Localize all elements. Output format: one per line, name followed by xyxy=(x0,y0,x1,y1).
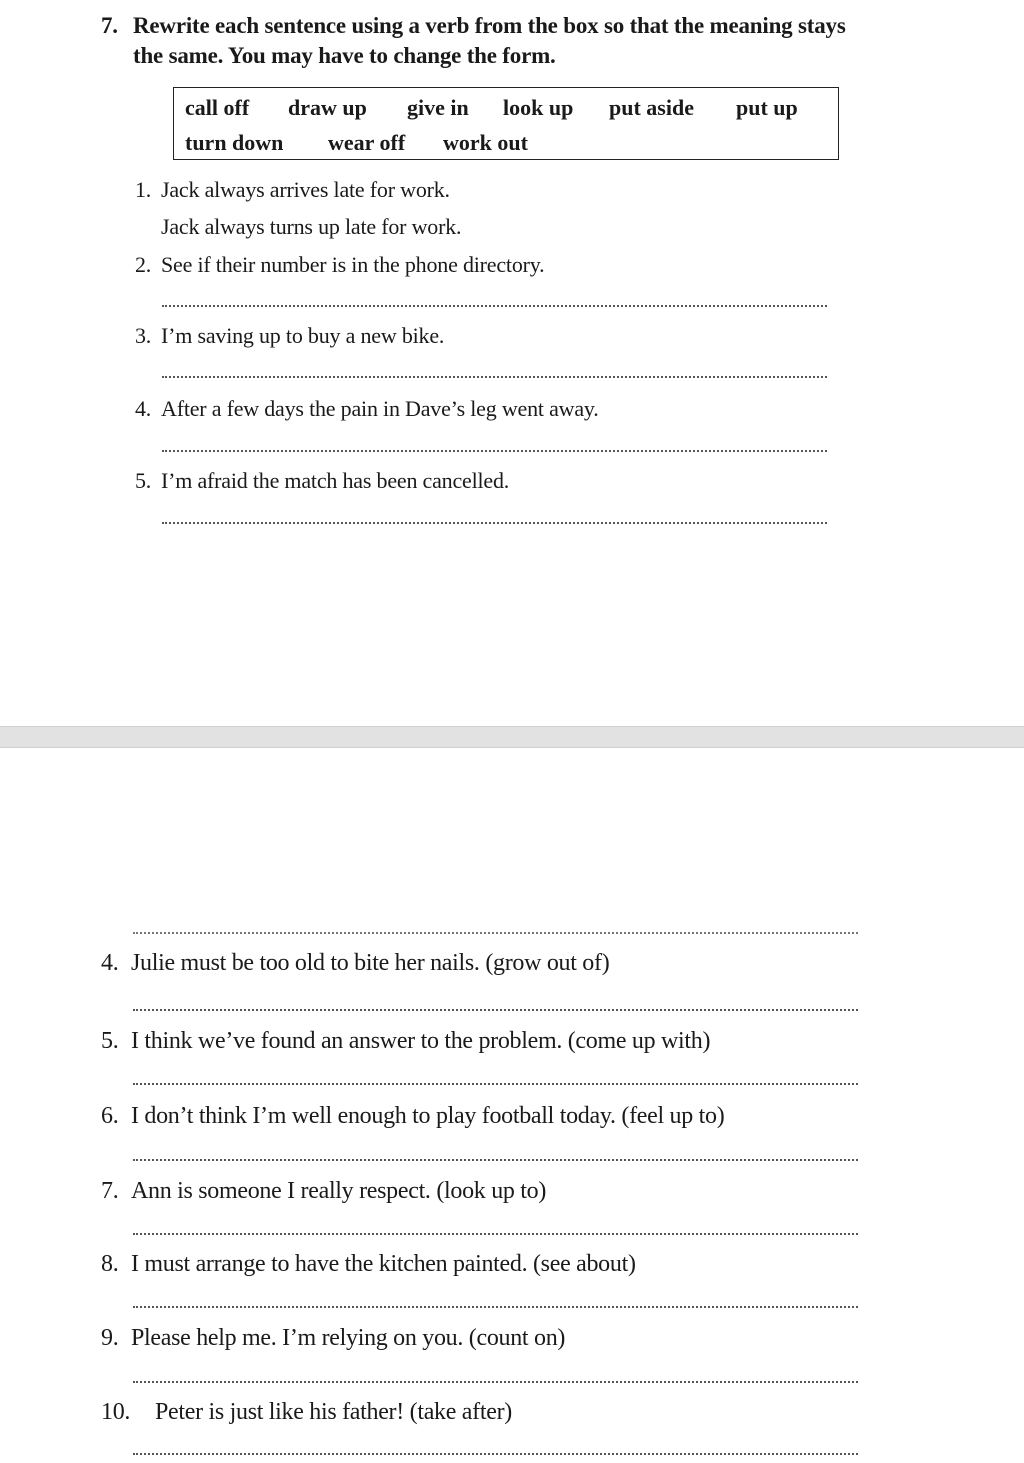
worksheet-page-top xyxy=(0,0,1024,726)
question-number: 8. xyxy=(101,1251,119,1277)
question-text: Please help me. I’m relying on you. (count on) xyxy=(131,1325,566,1351)
question-number: 3. xyxy=(135,323,152,348)
question-number: 4. xyxy=(101,950,119,976)
question-text: I’m saving up to buy a new bike. xyxy=(161,323,445,348)
question-text: Jack always arrives late for work. xyxy=(161,177,450,202)
question-number: 6. xyxy=(101,1103,119,1129)
worksheet-page-bottom xyxy=(0,748,1024,1463)
verb-item: look up xyxy=(503,95,574,120)
question-text: Peter is just like his father! (take after) xyxy=(155,1399,512,1425)
answer-line[interactable] xyxy=(162,305,827,307)
verb-box xyxy=(173,87,839,160)
verb-item: put aside xyxy=(609,95,694,120)
answer-line[interactable] xyxy=(133,1009,858,1011)
exercise-number: 7. xyxy=(101,13,118,38)
example-answer: Jack always turns up late for work. xyxy=(161,214,462,239)
answer-line[interactable] xyxy=(162,450,827,452)
answer-line[interactable] xyxy=(133,1083,858,1085)
instruction-line-2: the same. You may have to change the form. xyxy=(133,43,556,68)
question-number: 9. xyxy=(101,1325,119,1351)
answer-line[interactable] xyxy=(133,1159,858,1161)
answer-line[interactable] xyxy=(133,1381,858,1383)
question-text: Julie must be too old to bite her nails. (grow out of) xyxy=(131,950,610,976)
question-number: 5. xyxy=(135,468,152,493)
verb-item: put up xyxy=(736,95,798,120)
answer-line[interactable] xyxy=(133,1306,858,1308)
question-text: I don’t think I’m well enough to play football today. (feel up to) xyxy=(131,1103,725,1129)
verb-item: call off xyxy=(185,95,250,120)
question-text: I must arrange to have the kitchen painted. (see about) xyxy=(131,1251,636,1277)
verb-item: work out xyxy=(443,130,528,155)
answer-line[interactable] xyxy=(133,1233,858,1235)
verb-item: wear off xyxy=(328,130,406,155)
question-text: After a few days the pain in Dave’s leg went away. xyxy=(161,396,599,421)
page-separator xyxy=(0,726,1024,748)
answer-line[interactable] xyxy=(133,1453,858,1455)
question-text: Ann is someone I really respect. (look up to) xyxy=(131,1178,547,1204)
question-number: 1. xyxy=(135,177,152,202)
instruction-line-1: Rewrite each sentence using a verb from the box so that the meaning stays xyxy=(133,13,846,38)
question-number: 5. xyxy=(101,1028,119,1054)
question-number: 2. xyxy=(135,252,152,277)
answer-line[interactable] xyxy=(133,932,858,934)
verb-item: turn down xyxy=(185,130,284,155)
answer-line[interactable] xyxy=(162,522,827,524)
answer-line[interactable] xyxy=(162,376,827,378)
question-number: 4. xyxy=(135,396,152,421)
question-text: I’m afraid the match has been cancelled. xyxy=(161,468,510,493)
question-text: I think we’ve found an answer to the problem. (come up with) xyxy=(131,1028,711,1054)
question-text: See if their number is in the phone directory. xyxy=(161,252,545,277)
verb-item: draw up xyxy=(288,95,367,120)
verb-item: give in xyxy=(407,95,469,120)
question-number: 10. xyxy=(101,1399,131,1425)
question-number: 7. xyxy=(101,1178,119,1204)
